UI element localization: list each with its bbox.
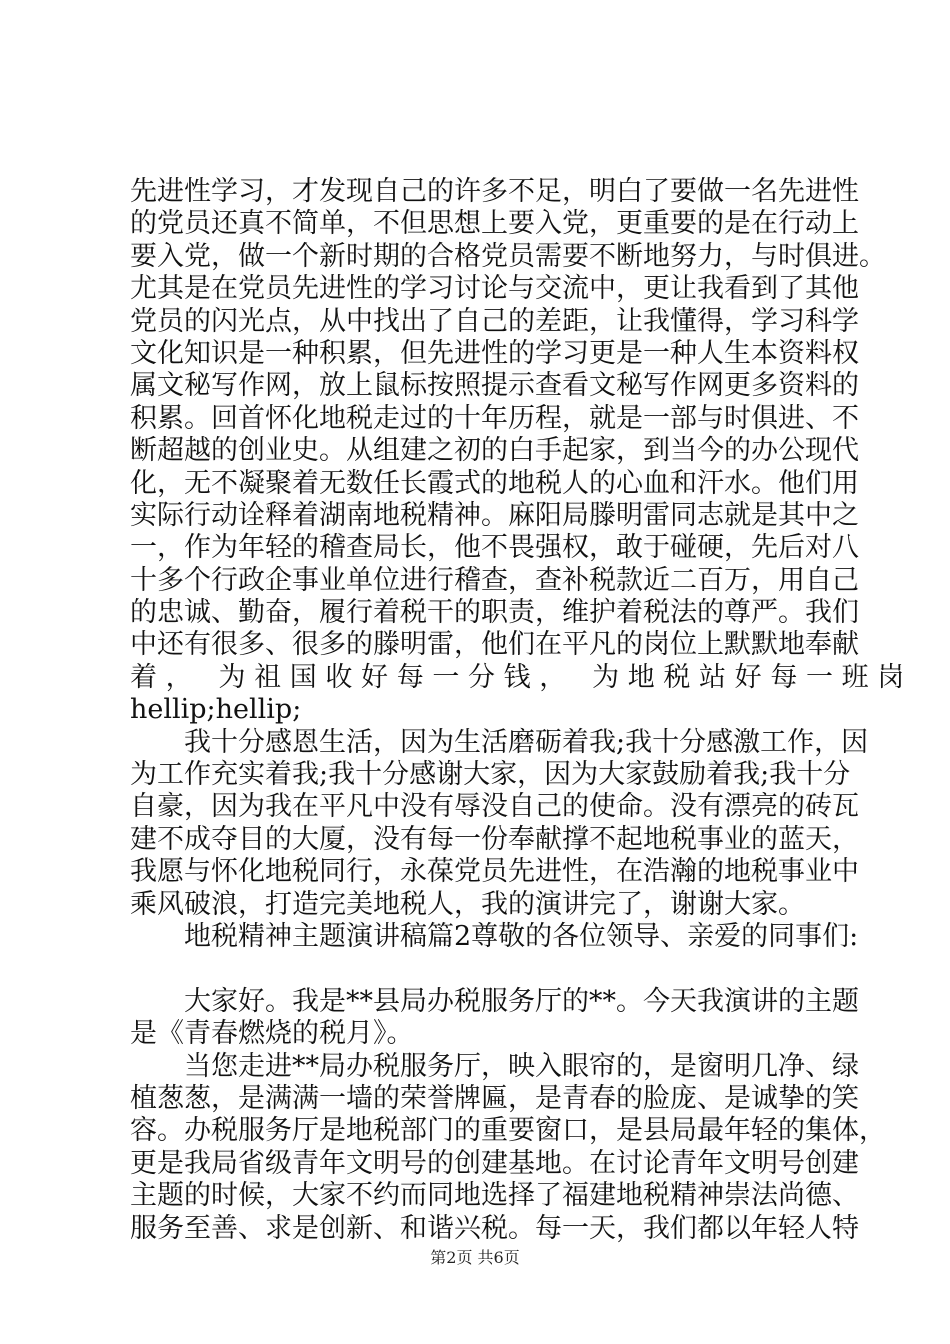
text-line: 是《青春燃烧的税月》。 bbox=[130, 1018, 414, 1050]
text-line: 尤其是在党员先进性的学习讨论与交流中，更让我看到了其他 bbox=[130, 273, 859, 305]
text-line: 的忠诚、勤奋，履行着税干的职责，维护着税法的尊严。我们 bbox=[130, 597, 859, 629]
paragraph-start-line: 我十分感恩生活，因为生活磨砺着我;我十分感激工作，因 bbox=[184, 726, 869, 758]
text-line: 积累。回首怀化地税走过的十年历程，就是一部与时俱进、不 bbox=[130, 402, 859, 434]
text-line: 党员的闪光点，从中找出了自己的差距，让我懂得，学习科学 bbox=[130, 305, 859, 337]
blank-line bbox=[130, 953, 828, 985]
text-line: hellip;hellip; bbox=[130, 694, 302, 726]
text-line: 的党员还真不简单，不但思想上要入党，更重要的是在行动上 bbox=[130, 208, 859, 240]
text-line: 建不成夺目的大厦，没有每一份奉献撑不起地税事业的蓝天， bbox=[130, 823, 859, 855]
paragraph-start-line: 大家好。我是**县局办税服务厅的**。今天我演讲的主题 bbox=[184, 985, 859, 1017]
text-line: 自豪，因为我在平凡中没有辱没自己的使命。没有漂亮的砖瓦 bbox=[130, 791, 859, 823]
text-line: 着， 为祖国收好每一分钱， 为地税站好每一班岗 bbox=[130, 661, 913, 693]
text-line: 我愿与怀化地税同行，永葆党员先进性，在浩瀚的地税事业中 bbox=[130, 856, 859, 888]
paragraph-start-line: 当您走进**局办税服务厅，映入眼帘的，是窗明几净、绿 bbox=[184, 1050, 859, 1082]
text-line: 属文秘写作网，放上鼠标按照提示查看文秘写作网更多资料的 bbox=[130, 370, 859, 402]
text-line: 植葱葱，是满满一墙的荣誉牌匾，是青春的脸庞、是诚挚的笑 bbox=[130, 1082, 859, 1114]
text-line: 中还有很多、很多的滕明雷，他们在平凡的岗位上默默地奉献 bbox=[130, 629, 859, 661]
text-line: 服务至善、求是创新、和谐兴税。每一天，我们都以年轻人特 bbox=[130, 1212, 859, 1244]
section-heading-line: 地税精神主题演讲稿篇2尊敬的各位领导、亲爱的同事们: bbox=[184, 920, 859, 952]
text-line: 要入党，做一个新时期的合格党员需要不断地努力，与时俱进。 bbox=[130, 240, 886, 272]
text-line: 一，作为年轻的稽查局长，他不畏强权，敢于碰硬，先后对八 bbox=[130, 532, 859, 564]
document-body bbox=[130, 176, 913, 1245]
text-line: 化，无不凝聚着无数任长霞式的地税人的心血和汗水。他们用 bbox=[130, 467, 859, 499]
text-line: 更是我局省级青年文明号的创建基地。在讨论青年文明号创建 bbox=[130, 1147, 859, 1179]
text-line: 断超越的创业史。从组建之初的白手起家，到当今的办公现代 bbox=[130, 435, 859, 467]
text-line: 十多个行政企事业单位进行稽查，查补税款近二百万，用自己 bbox=[130, 564, 859, 596]
text-line: 容。办税服务厅是地税部门的重要窗口，是县局最年轻的集体， bbox=[130, 1115, 886, 1147]
text-line: 先进性学习，才发现自己的许多不足，明白了要做一名先进性 bbox=[130, 176, 859, 207]
text-line: 乘风破浪，打造完美地税人，我的演讲完了，谢谢大家。 bbox=[130, 888, 805, 920]
text-line: 主题的时候，大家不约而同地选择了福建地税精神崇法尚德、 bbox=[130, 1180, 859, 1212]
text-line: 实际行动诠释着湖南地税精神。麻阳局滕明雷同志就是其中之 bbox=[130, 499, 859, 531]
page-number-footer: 第2页 共6页 bbox=[430, 1248, 520, 1267]
text-line: 为工作充实着我;我十分感谢大家，因为大家鼓励着我;我十分 bbox=[130, 759, 851, 791]
text-line: 文化知识是一种积累，但先进性的学习更是一种人生本资料权 bbox=[130, 337, 859, 369]
